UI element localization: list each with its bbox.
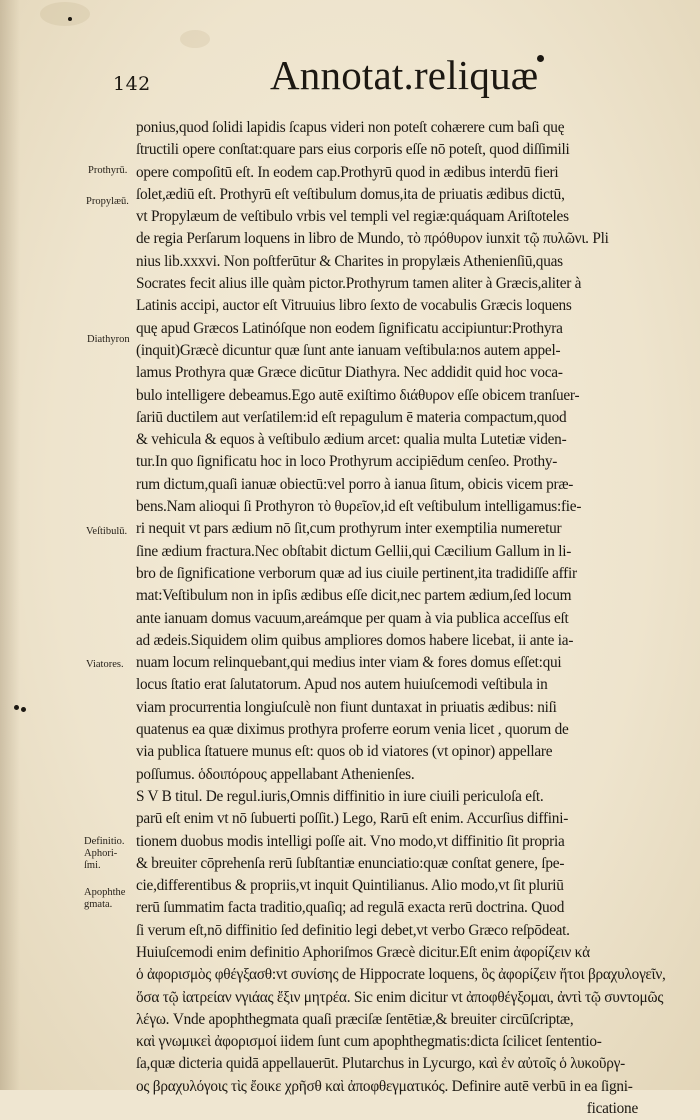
text-line: vt Propylæum de veſtibulo vrbis vel templi vel regiæ:quáquam Ariſtoteles <box>136 208 569 226</box>
text-line: quatenus ea quæ diximus prothyra proferre eorum venia licet , quorum de <box>136 721 569 739</box>
text-line: ὅσα τῷ ἰατρείαν νγιάας ἔξιν μητρέα. Sic enim dicitur vt ἀποφθέγξομαι, ἀντὶ τῷ συντομῶς <box>136 988 664 1006</box>
text-line: cie,differentibus & propriis,vt inquit Quintilianus. Alio modo,vt ſit pluriū <box>136 877 564 895</box>
margin-note-line: Definitio. <box>84 836 125 847</box>
text-line: ante ianuam domus vacuum,areámque per quam à via publica acceſſus eſt <box>136 609 569 627</box>
text-line: locus ſtatio erat ſalutatorum. Apud nos autem huiuſcemodi veſtibula in <box>136 676 548 694</box>
text-line: λέγω. Vnde apophthegmata quaſi præciſæ ſentētiæ,& breuiter circūſcriptæ, <box>136 1010 574 1028</box>
margin-note-line: Prothyrū. <box>88 165 128 176</box>
text-line: viam procurrentia longiuſculè non fiunt duntaxat in priuatis ædibus: niſi <box>136 698 557 716</box>
margin-note-line: Veſtibulū. <box>86 526 128 537</box>
text-line: Socrates fecit alius ille quàm pictor.Prothyrum tamen aliter à Græcis,aliter à <box>136 275 582 293</box>
margin-note-line: Aphori- <box>84 848 118 859</box>
body-text <box>136 117 666 1120</box>
text-line: rum dictum,quaſi ianuæ obiectū:vel porro à ianua ſitum, obicis vicem præ- <box>136 475 574 493</box>
text-line: & vehicula & equos à veſtibulo ædium arcet: qualia multa Lutetiæ viden- <box>136 431 567 449</box>
text-line: nuam locum relinquebant,qui medius inter viam & fores domus eſſet:qui <box>136 654 562 672</box>
margin-note-definitio <box>84 836 125 872</box>
margin-notes <box>0 0 136 1090</box>
text-line: ad ædeis.Siquidem olim quibus ampliores domos habere licebat, ii ante ia- <box>136 631 574 649</box>
catchword: ficatione <box>586 1100 638 1118</box>
text-line: via publica ſtatuere munus eſt: quos ob id viatores (vt opinor) appellare <box>136 743 553 761</box>
margin-note-line: ſmi. <box>84 860 101 871</box>
margin-note-line: gmata. <box>84 899 113 910</box>
page-number: 142 <box>113 73 151 95</box>
text-line: ſariū ductilem aut verſatilem:id eſt repagulum ē materia compactum,quod <box>136 408 567 426</box>
margin-note-line: Diathyron <box>87 334 130 345</box>
margin-note-diathyron <box>87 334 130 346</box>
text-line: Huiuſcemodi enim definitio Aphoriſmos Græcè dicitur.Eſt enim ἀφορίζειν κἀ <box>136 943 590 961</box>
text-line: bens.Nam alioqui ſi Prothyron τὸ θυρεῖον,id eſt veſtibulum intelligamus:fie- <box>136 498 582 516</box>
margin-note-vestibulum <box>86 526 127 538</box>
margin-note-line: Viatores. <box>86 659 124 670</box>
text-line: opere compoſitū eſt. In eodem cap.Prothyrū quod in ædibus interdū fieri <box>136 163 559 181</box>
text-line: parū eſt enim vt nō ſubuerti poſſit.) Lego, Rarū eſt enim. Accurſius diffini- <box>136 810 569 828</box>
margin-note-apophthegmata <box>84 887 125 911</box>
text-line: ος βραχυλόγοις τὶς ἔοικε χρῆσθ καὶ ἀποφθεγματικός. Definire autē verbū in ea ſigni- <box>136 1077 633 1095</box>
text-line: rerū ſummatim facta traditio,quaſiq; ad regulā exacta rerū doctrina. Quod <box>136 899 565 917</box>
text-line: bulo intelligere debeamus.Ego autē exiſtimo διάθυρον eſſe obicem tranſuer- <box>136 386 580 404</box>
margin-note-propylaeum <box>86 196 129 208</box>
text-line: de regia Perſarum loquens in libro de Mundo, τὸ πρόθυρον iunxit τῷ πυλῶνι. Pli <box>136 230 609 248</box>
text-line: mat:Veſtibulum non in ipſis ædibus eſſe dicit,nec partem ædium,ſed locum <box>136 587 572 605</box>
text-line: tur.In quo ſignificatu hoc in loco Prothyrum accipiēdum cenſeo. Prothy- <box>136 453 558 471</box>
text-line: Latinis accipi, auctor eſt Vitruuius libro ſexto de vocabulis Græcis loquens <box>136 297 572 315</box>
text-line: ponius,quod ſolidi lapidis ſcapus videri non poteſt cohærere cum baſi quę <box>136 119 565 136</box>
text-line: καὶ γνωμικεὶ ἀφορισμοί iidem ſunt cum apophthegmatis:dicta ſcilicet ſententio- <box>136 1033 602 1051</box>
text-line: tionem duobus modis intelligi poſſe ait. Vno modo,vt diffinitio ſit propria <box>136 832 565 850</box>
text-line: ſtructili opere conſtat:quare pars eius corporis eſſe nō poteſt, quod diſſimili <box>136 141 570 159</box>
text-line: ſi verum eſt,nō diffinitio ſed definitio legi debet,vt verbo Græco reſpōdeat. <box>136 921 570 939</box>
text-line: ὁ ἀφορισμὸς φθέγξασθ:vt συνίσης de Hippocrate loquens, ὃς ἀφορίζειν ἤτοι βραχυλογεῖν, <box>136 966 666 984</box>
text-line: lamus Prothyra quæ Græce dicūtur Diathyra. Nec addidit quid hoc voca- <box>136 364 563 382</box>
text-line: (inquit)Græcè dicuntur quæ ſunt ante ianuam veſtibula:nos autem appel- <box>136 341 561 359</box>
margin-note-line: Propylæū. <box>86 196 129 207</box>
text-line: ſolet,ædiū eſt. Prothyrū eſt veſtibulum domus,ita de priuatis ædibus dictū, <box>136 185 565 203</box>
text-line: quę apud Græcos Latinóſque non eodem ſignificatu accipiuntur:Prothyra <box>136 319 563 337</box>
text-line: & breuiter cōprehenſa rerū ſubſtantiæ enunciatio:quæ conſtat genere, ſpe- <box>136 854 565 872</box>
text-line: S V B titul. De regul.iuris,Omnis diffinitio in iure ciuili periculoſa eſt. <box>136 787 544 805</box>
margin-note-line: Apophthe <box>84 887 126 898</box>
text-line: nius lib.xxxvi. Non poſtferūtur & Charites in propylæis Athenienſiū,quas <box>136 252 563 270</box>
margin-note-prothyrum <box>88 165 127 177</box>
text-line: ri nequit vt pars ædium nō ſit,cum prothyrum inter exemptilia numeretur <box>136 520 562 538</box>
running-title: Annotat.reliquæ <box>270 52 539 98</box>
text-line: ſine ædium fractura.Nec obſtabit dictum Gellii,qui Cæcilium Gallum in li- <box>136 542 572 560</box>
text-line: ſa,quæ dicteria quidā appellauerūt. Plutarchus in Lycurgo, καὶ ἐν αὐτοῖς ὁ λυκοῦργ- <box>136 1055 625 1073</box>
text-line: bro de ſignificatione verborum quæ ad ius ciuile pertinent,ita tradidiſſe affir <box>136 564 577 582</box>
text-line: poſſumus. ὁδοιπόρους appellabant Athenienſes. <box>136 765 415 783</box>
margin-note-viatores <box>86 659 124 671</box>
